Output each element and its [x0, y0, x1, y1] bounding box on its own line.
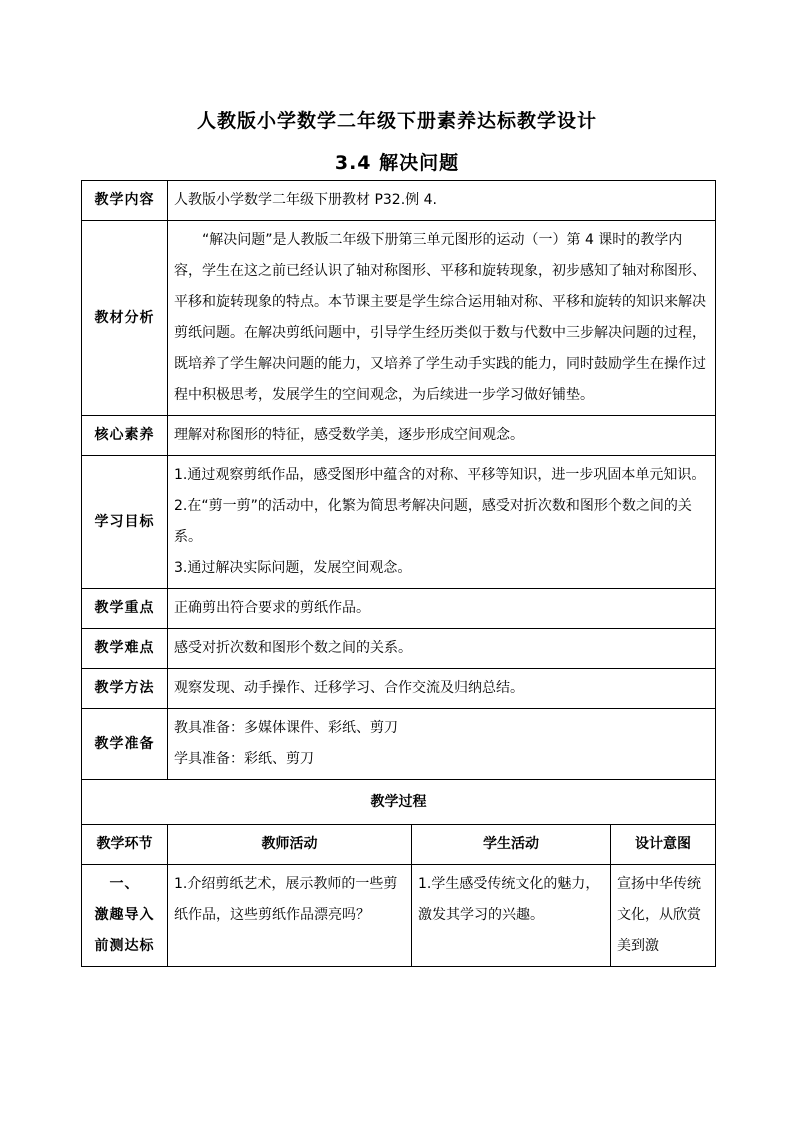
label-content: 教学内容	[82, 181, 168, 221]
value-literacy: 理解对称图形的特征，感受数学美，逐步形成空间观念。	[168, 416, 716, 456]
value-difficulty: 感受对折次数和图形个数之间的关系。	[168, 629, 716, 669]
row-content	[82, 181, 716, 221]
row-process-title	[82, 780, 716, 825]
row-key	[82, 589, 716, 629]
design-intent-cell: 宣扬中华传统文化，从欣赏美到激	[611, 865, 716, 967]
value-analysis	[168, 221, 716, 416]
row-analysis	[82, 221, 716, 416]
prep-student: 学具准备：彩纸、剪刀	[174, 751, 314, 767]
row-process-headers	[82, 825, 716, 865]
value-content: 人教版小学数学二年级下册教材 P32.例 4.	[168, 181, 716, 221]
value-goals	[168, 456, 716, 589]
goal-item: 1.通过观察剪纸作品，感受图形中蕴含的对称、平移等知识，进一步巩固本单元知识。	[174, 467, 706, 483]
value-method: 观察发现、动手操作、迁移学习、合作交流及归纳总结。	[168, 669, 716, 709]
prep-teacher: 教具准备：多媒体课件、彩纸、剪刀	[174, 720, 398, 736]
row-prep	[82, 709, 716, 780]
lesson-title: 3.4 解决问题	[334, 152, 460, 174]
goal-item: 2.在“剪一剪”的活动中，化繁为简思考解决问题，感受对折次数和图形个数之间的关系。	[174, 498, 692, 545]
label-key: 教学重点	[82, 589, 168, 629]
lesson-plan-table	[81, 180, 716, 967]
header-student-activity: 学生活动	[412, 825, 611, 865]
stage-goal: 前测达标	[94, 938, 155, 954]
teacher-activity-cell: 1.介绍剪纸艺术，展示教师的一些剪纸作品，这些剪纸作品漂亮吗？	[168, 865, 412, 967]
goal-item: 3.通过解决实际问题，发展空间观念。	[174, 560, 412, 576]
row-process-1	[82, 865, 716, 967]
label-literacy: 核心素养	[82, 416, 168, 456]
label-goals: 学习目标	[82, 456, 168, 589]
analysis-paragraph: “解决问题”是人教版二年级下册第三单元图形的运动（一）第 4 课时的教学内容，学生在这之前已经认识了轴对称图形、平移和旋转现象，初步感知了轴对称图形、平移和旋转现象的特点。本节课主要是学生综合运用轴对称、平移和旋转的知识来解决剪纸问题。在解决剪纸问题中，引导学生经历类似于数与代数中三步解决问题的过程，既培养了学生解决问题的能力，又培养了学生动手实践的能力，同时鼓励学生在操作过程中积极思考，发展学生的空间观念，为后续进一步学习做好铺垫。	[174, 232, 706, 403]
stage-number: 一、	[109, 876, 140, 892]
row-method	[82, 669, 716, 709]
label-method: 教学方法	[82, 669, 168, 709]
label-analysis: 教材分析	[82, 221, 168, 416]
value-prep	[168, 709, 716, 780]
label-difficulty: 教学难点	[82, 629, 168, 669]
row-difficulty	[82, 629, 716, 669]
header-stage: 教学环节	[82, 825, 168, 865]
value-key: 正确剪出符合要求的剪纸作品。	[168, 589, 716, 629]
document-title: 人教版小学数学二年级下册素养达标教学设计	[196, 110, 597, 132]
student-activity-cell: 1.学生感受传统文化的魅力，激发其学习的兴趣。	[412, 865, 611, 967]
label-prep: 教学准备	[82, 709, 168, 780]
row-goals	[82, 456, 716, 589]
stage-cell	[82, 865, 168, 967]
row-literacy	[82, 416, 716, 456]
header-teacher-activity: 教师活动	[168, 825, 412, 865]
header-design-intent: 设计意图	[611, 825, 716, 865]
process-title: 教学过程	[82, 780, 716, 825]
stage-name: 激趣导入	[94, 907, 155, 923]
